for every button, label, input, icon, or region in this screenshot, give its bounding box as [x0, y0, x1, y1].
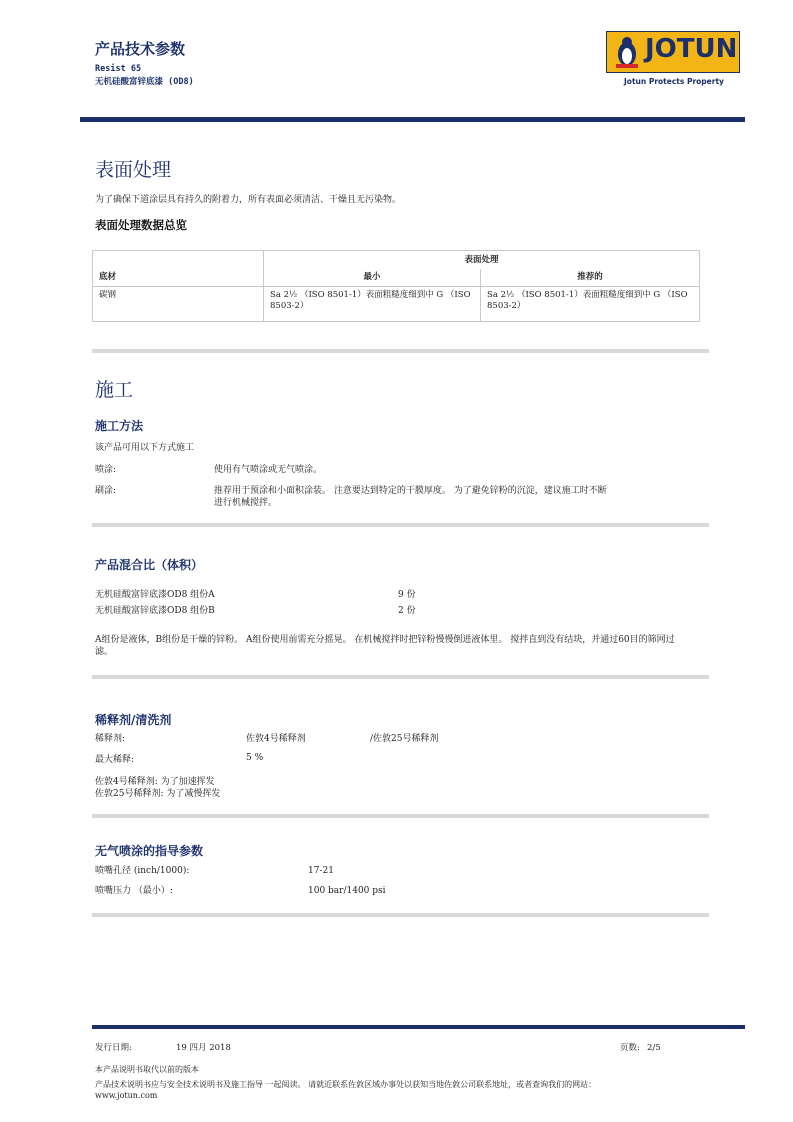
section-title-surface: 表面处理 [95, 159, 172, 181]
methods-intro: 该产品可用以下方式施工 [95, 443, 195, 453]
table-cell-min: Sa 2½ （ISO 8501-1）表面粗糙度细到中 G （ISO 8503-2） [264, 287, 481, 322]
logo-tagline: Jotun Protects Property [624, 77, 724, 86]
section-title-application: 施工 [95, 379, 134, 401]
page-number: 2/5 [647, 1043, 661, 1053]
airless-label: 喷嘴孔径 (inch/1000): [95, 866, 190, 876]
thinner-note: 佐敦25号稀释剂: 为了减慢挥发 [95, 789, 221, 799]
penguin-emblem-icon [612, 34, 642, 68]
surface-summary-title: 表面处理数据总览 [95, 218, 187, 232]
section-divider [92, 814, 709, 818]
mix-component: 无机硅酸富锌底漆OD8 组份B [95, 606, 215, 616]
airless-value: 100 bar/1400 psi [308, 886, 386, 896]
thinner-label: 稀释剂: [95, 734, 126, 744]
section-divider [92, 913, 709, 917]
mix-parts: 9 份 [398, 590, 416, 600]
issue-date: 19 四月 2018 [176, 1043, 231, 1053]
thinner-value-1: 佐敦4号稀释剂 [246, 734, 306, 744]
header-divider [80, 117, 745, 122]
issue-date-label: 发行日期: [95, 1043, 132, 1053]
method-label: 喷涂: [95, 465, 117, 475]
footer-divider [92, 1025, 745, 1029]
method-text: 使用有气喷涂或无气喷涂。 [214, 465, 323, 475]
document-type-title: 产品技术参数 [95, 40, 186, 58]
footer-supersede-note: 本产品说明书取代以前的版本 [95, 1065, 199, 1074]
method-label: 刷涂: [95, 486, 117, 496]
thinner-note: 佐敦4号稀释剂: 为了加速挥发 [95, 777, 215, 787]
max-thinning-value: 5 % [246, 753, 264, 763]
section-divider [92, 349, 709, 353]
table-header-group: 表面处理 [264, 251, 700, 270]
max-thinning-label: 最大稀释: [95, 755, 135, 765]
airless-label: 喷嘴压力 （最小）: [95, 886, 173, 896]
airless-title: 无气喷涂的指导参数 [95, 844, 204, 858]
thinner-value-2: /佐敦25号稀释剂 [370, 734, 439, 744]
mix-note: A组份是液体，B组份是干燥的锌粉。 A组份使用前需充分摇晃。 在机械搅拌时把锌粉慢慢倒进液体里。 搅拌直到没有结块，并通过60目的筛网过滤。 [95, 635, 675, 657]
mix-parts: 2 份 [398, 606, 416, 616]
table-header-recommended: 推荐的 [481, 269, 700, 287]
section-divider [92, 523, 709, 527]
product-description: 无机硅酸富锌底漆 (OD8) [95, 77, 194, 87]
methods-title: 施工方法 [95, 419, 144, 433]
table-header-substrate: 底材 [93, 251, 264, 287]
table-row [93, 287, 700, 322]
table-header-min: 最小 [264, 269, 481, 287]
thinner-title: 稀释剂/清洗剂 [95, 713, 172, 727]
table-cell-substrate: 碳钢 [93, 287, 264, 322]
logo-wordmark: JOTUN [645, 34, 738, 64]
table-cell-recommended: Sa 2½ （ISO 8501-1）表面粗糙度细到中 G （ISO 8503-2） [481, 287, 700, 322]
surface-intro: 为了确保下道涂层具有持久的附着力，所有表面必须清洁、干燥且无污染物。 [95, 195, 402, 205]
mix-component: 无机硅酸富锌底漆OD8 组份A [95, 590, 215, 600]
mix-ratio-title: 产品混合比（体积） [95, 558, 204, 572]
method-text: 推荐用于预涂和小面积涂装。 注意要达到特定的干膜厚度。 为了避免锌粉的沉淀，建议施工时不断进行机械搅拌。 [214, 486, 607, 508]
section-divider [92, 675, 709, 679]
page-label: 页数: [620, 1043, 640, 1053]
website-link[interactable]: www.jotun.com [95, 1091, 158, 1100]
footer-read-note: 产品技术说明书应与安全技术说明书及施工指导 一起阅读。 请就近联系佐敦区域办事处以获知当地佐敦公司联系地址，或者查询我们的网站： [95, 1080, 597, 1089]
product-name: Resist 65 [95, 64, 142, 74]
airless-value: 17-21 [308, 866, 334, 876]
surface-prep-table [92, 250, 700, 322]
